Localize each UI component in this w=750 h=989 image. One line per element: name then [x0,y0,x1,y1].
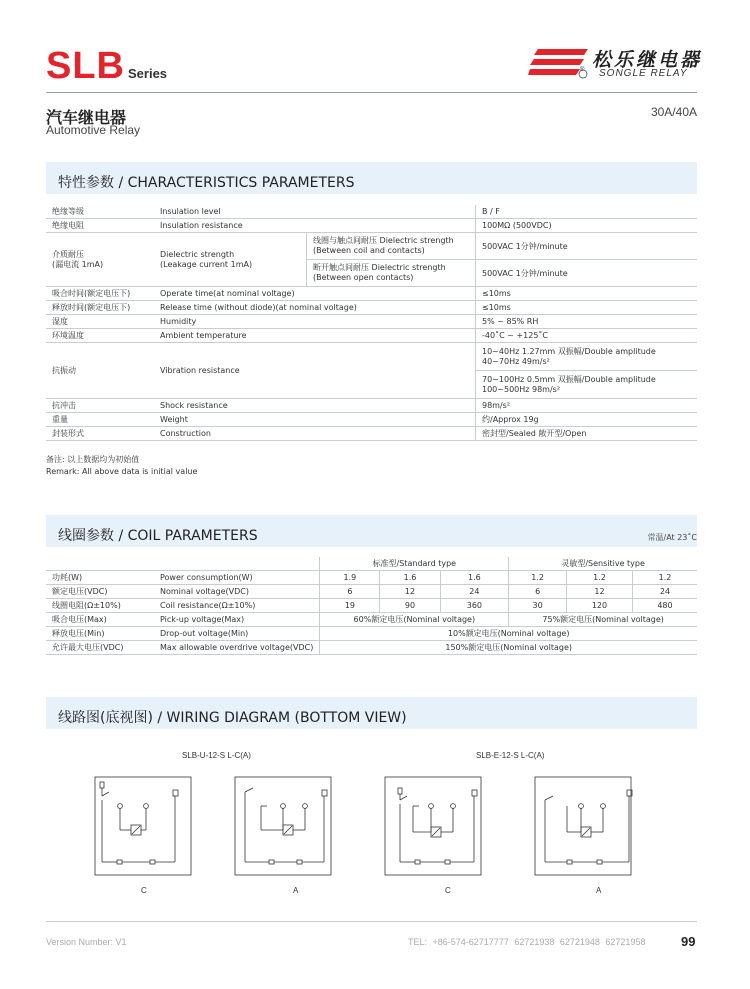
cell: Drop-out voltage(Min) [154,627,320,641]
product-title-en: Automotive Relay [46,123,141,137]
cell [154,557,320,571]
characteristics-band [46,162,697,194]
cell: 6 [320,585,380,599]
table-row [46,413,697,427]
cell: Max allowable overdrive voltage(VDC) [154,641,320,655]
wiring-group-label-e: SLB-E-12-S L-C(A) [476,751,545,760]
cell-line: 70~100Hz 0.5mm 双振幅/Double amplitude [482,374,656,384]
cell: 约/Approx 19g [476,413,698,427]
cell: 环境温度 [46,329,154,343]
cell-line: (漏电流 1mA) [52,259,104,269]
table-row [46,219,697,233]
logo-english-name: SONGLE RELAY [599,68,688,79]
cell: 1.6 [380,571,440,585]
cell: 24 [632,585,697,599]
table-row [46,585,697,599]
product-title-cn: 汽车继电器 [46,108,127,127]
cell: Operate time(at nominal voltage) [154,287,476,301]
page-number: 99 [681,934,696,949]
cell: 允许最大电压(VDC) [46,641,154,655]
cell: Humidity [154,315,476,329]
cell: 释放时间(额定电压下) [46,301,154,315]
cell-line: 100~500Hz 98m/s² [482,384,561,394]
cell: 120 [566,599,632,613]
table-row [46,571,697,585]
table-row [46,329,697,343]
table-row [46,233,697,260]
cell [46,557,154,571]
cell: 12 [380,585,440,599]
cell: Coil resistance(Ω±10%) [154,599,320,613]
cell: 60%额定电压(Nominal voltage) [320,613,509,627]
series-title: SLB [46,45,125,87]
cell: 75%额定电压(Nominal voltage) [509,613,697,627]
cell: 6 [509,585,567,599]
table-row [46,301,697,315]
table-row [46,599,697,613]
characteristics-table [46,205,697,441]
wiring-diagram-a-1 [233,774,353,879]
wiring-band [46,697,697,729]
cell: 100MΩ (500VDC) [476,219,698,233]
wiring-group-label-u: SLB-U-12-S L-C(A) [182,751,251,760]
logo-chinese-name: 松乐继电器 [592,49,703,71]
diagram-caption: C [141,886,147,895]
standard-type-header: 标准型/Standard type [320,557,509,571]
table-row [46,343,697,371]
table-row [46,287,697,301]
cell-line: (Leakage current 1mA) [160,259,253,269]
cell: Insulation level [154,205,476,219]
cell: -40˚C ~ +125˚C [476,329,698,343]
registered-mark: ® [580,67,585,73]
cell: 抗冲击 [46,399,154,413]
table-row [46,627,697,641]
cell: Power consumption(W) [154,571,320,585]
cell: 150%额定电压(Nominal voltage) [320,641,697,655]
cell: 12 [566,585,632,599]
cell [307,233,476,260]
cell [307,260,476,287]
cell: 重量 [46,413,154,427]
cell: 360 [440,599,509,613]
cell: 1.9 [320,571,380,585]
cell: 吸合电压(Max) [46,613,154,627]
cell: 封装形式 [46,427,154,441]
cell: 1.2 [632,571,697,585]
cell: 10%额定电压(Nominal voltage) [320,627,697,641]
cell [476,343,698,371]
cell: 24 [440,585,509,599]
cell-line: 40~70Hz 49m/s² [482,356,550,366]
cell: ≤10ms [476,301,698,315]
cell: 1.2 [566,571,632,585]
cell: 480 [632,599,697,613]
telephone: TEL: +86-574-62717777 62721938 62721948 62721958 [408,937,646,947]
cell: 密封型/Sealed 敞开型/Open [476,427,698,441]
cell: Weight [154,413,476,427]
cell: Nominal voltage(VDC) [154,585,320,599]
remark-en: Remark: All above data is initial value [46,467,198,476]
footer-divider [46,921,697,922]
cell-line: 线圈与触点间耐压 Dielectric strength [313,236,454,245]
cell: 500VAC 1分钟/minute [476,233,698,260]
cell-line: 10~40Hz 1.27mm 双振幅/Double amplitude [482,346,656,356]
diagram-caption: C [445,886,451,895]
table-row [46,399,697,413]
cell: 湿度 [46,315,154,329]
table-row [46,205,697,219]
wiring-diagram-a-2 [533,774,658,879]
characteristics-title: 特性参数 / CHARACTERISTICS PARAMETERS [58,175,355,191]
cell: ≤10ms [476,287,698,301]
cell: 1.2 [509,571,567,585]
cell-line: Dielectric strength [160,249,235,259]
cell [46,233,154,287]
cell: 5% ~ 85% RH [476,315,698,329]
cell: Ambient temperature [154,329,476,343]
product-rating: 30A/40A [650,105,697,119]
cell: 30 [509,599,567,613]
sensitive-type-header: 灵敏型/Sensitive type [509,557,697,571]
cell: 绝缘等级 [46,205,154,219]
series-label: Series [128,66,168,81]
cell-line: 断开触点间耐压 Dielectric strength [313,263,446,272]
cell [154,233,307,287]
cell: Shock resistance [154,399,476,413]
cell-line: 介质耐压 [52,249,84,259]
diagram-caption: A [596,886,602,895]
cell: Construction [154,427,476,441]
cell-line: (Between open contacts) [313,273,414,282]
cell: B / F [476,205,698,219]
table-row [46,315,697,329]
cell: 19 [320,599,380,613]
version-number: Version Number: V1 [46,937,127,947]
cell: 绝缘电阻 [46,219,154,233]
cell: 90 [380,599,440,613]
table-row [46,427,697,441]
cell: 抗振动 [46,343,154,399]
cell: Pick-up voltage(Max) [154,613,320,627]
coil-title: 线圈参数 / COIL PARAMETERS [58,528,258,544]
cell [476,371,698,399]
wiring-title: 线路图(底视图) / WIRING DIAGRAM (BOTTOM VIEW) [58,710,407,726]
cell: 1.6 [440,571,509,585]
table-row [46,613,697,627]
remark-cn: 备注: 以上数据均为初始值 [46,455,140,464]
cell: 吸合时间(额定电压下) [46,287,154,301]
cell: 线圈电阻(Ω±10%) [46,599,154,613]
wiring-diagram-c-2 [383,774,503,879]
cell: Vibration resistance [154,343,476,399]
cell: 功耗(W) [46,571,154,585]
cell: 98m/s² [476,399,698,413]
wiring-diagram-c-1 [83,774,203,879]
cell: Insulation resistance [154,219,476,233]
cell: Release time (without diode)(at nominal voltage) [154,301,476,315]
table-row [46,557,697,571]
table-row [46,641,697,655]
diagram-caption: A [293,886,299,895]
header-divider [46,92,697,93]
cell: 释放电压(Min) [46,627,154,641]
coil-table [46,557,697,655]
cell: 500VAC 1分钟/minute [476,260,698,287]
cell-line: (Between coil and contacts) [313,246,425,255]
coil-band [46,515,697,547]
coil-condition: 常温/At 23˚C [647,533,697,542]
cell: 额定电压(VDC) [46,585,154,599]
